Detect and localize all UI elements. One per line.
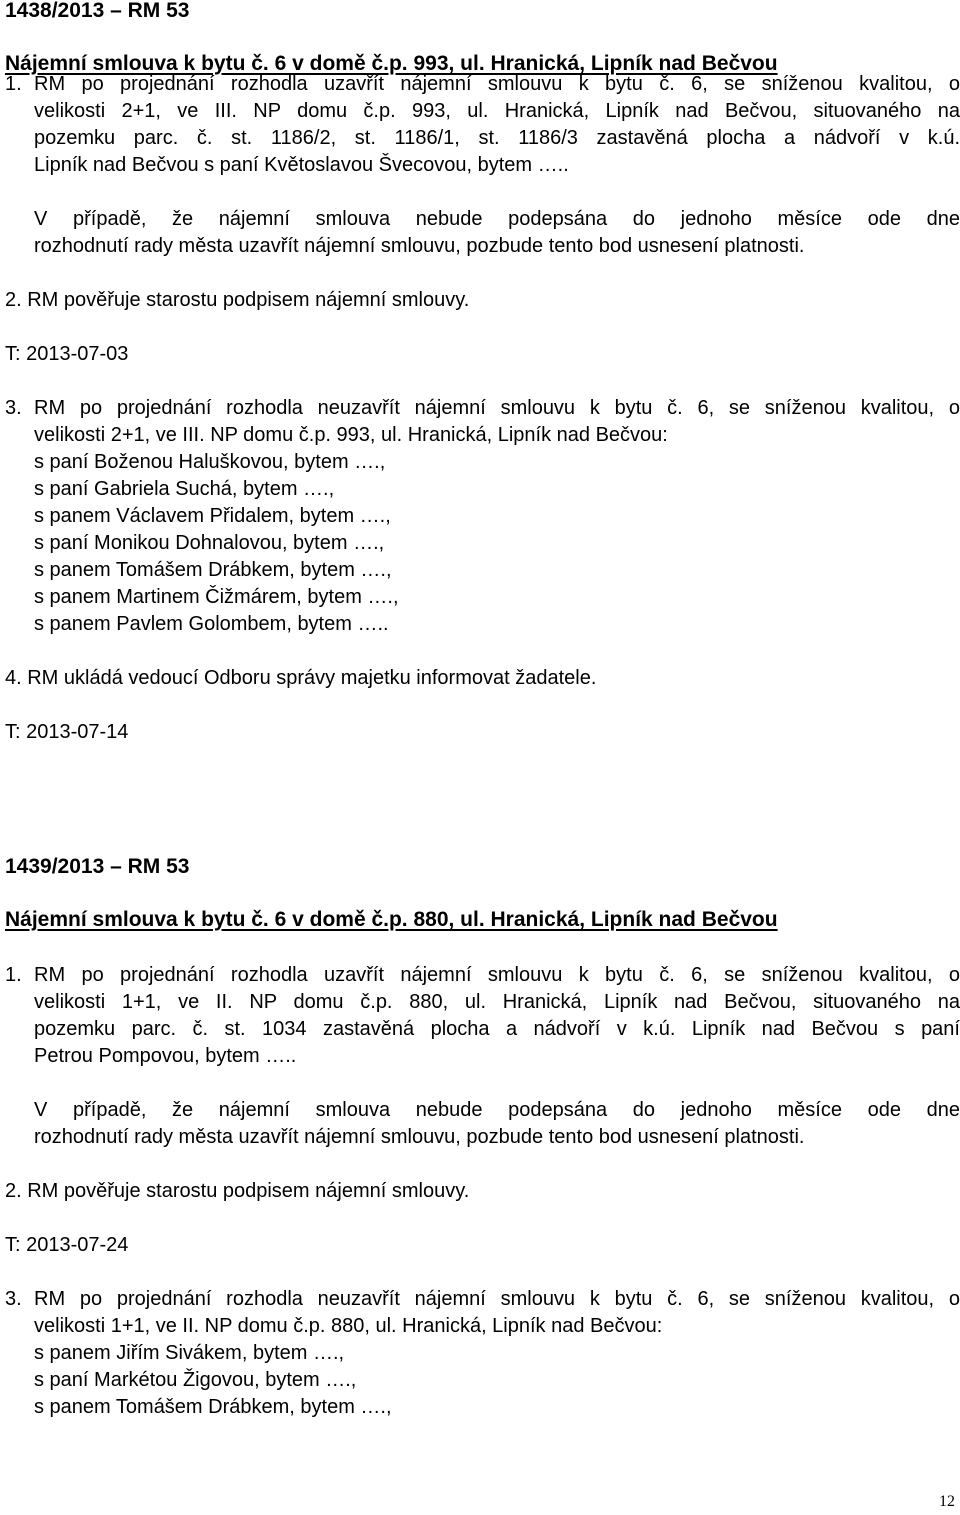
applicant: s paní Monikou Dohnalovou, bytem …., (34, 532, 385, 554)
item-3-line-1: RM po projednání rozhodla neuzavřít nájemní smlouvu k bytu č. 6, se sníženou kvalitou, o (34, 397, 960, 419)
deadline-1: T: 2013-07-24 (5, 1234, 129, 1256)
resolution-1439-subtitle: Nájemní smlouva k bytu č. 6 v domě č.p. 880, ul. Hranická, Lipník nad Bečvou (5, 908, 778, 931)
item-1-line-1: RM po projednání rozhodla uzavřít nájemní smlouvu k bytu č. 6, se sníženou kvalitou, o (34, 73, 960, 95)
applicant: s panem Tomášem Drábkem, bytem …., (34, 559, 392, 581)
item-3-line-2: velikosti 2+1, ve III. NP domu č.p. 993, ul. Hranická, Lipník nad Bečvou: (34, 424, 668, 446)
resolution-1439-heading: 1439/2013 – RM 53 (5, 855, 190, 878)
deadline-1: T: 2013-07-03 (5, 343, 129, 365)
applicant: s panem Jiřím Sivákem, bytem …., (34, 1342, 345, 1364)
condition-line-2: rozhodnutí rady města uzavřít nájemní smlouvu, pozbude tento bod usnesení platnosti. (34, 235, 805, 257)
item-1-line-3: pozemku parc. č. st. 1186/2, st. 1186/1, st. 1186/3 zastavěná plocha a nádvoří v k.ú. (34, 127, 960, 149)
item-1-line-3: pozemku parc. č. st. 1034 zastavěná plocha a nádvoří v k.ú. Lipník nad Bečvou s paní (34, 1018, 960, 1040)
applicant: s paní Markétou Žigovou, bytem …., (34, 1369, 357, 1391)
item-3-line-1: RM po projednání rozhodla neuzavřít nájemní smlouvu k bytu č. 6, se sníženou kvalitou, o (34, 1288, 960, 1310)
item-3-line-2: velikosti 1+1, ve II. NP domu č.p. 880, ul. Hranická, Lipník nad Bečvou: (34, 1315, 663, 1337)
applicant: s paní Boženou Haluškovou, bytem …., (34, 451, 386, 473)
item-1-line-4: Lipník nad Bečvou s paní Květoslavou Švecovou, bytem ….. (34, 154, 569, 176)
condition-line-1: V případě, že nájemní smlouva nebude podepsána do jednoho měsíce ode dne (34, 208, 960, 230)
item-4: 4. RM ukládá vedoucí Odboru správy majetku informovat žadatele. (5, 667, 597, 689)
item-1-number: 1. (5, 73, 22, 95)
item-2: 2. RM pověřuje starostu podpisem nájemní smlouvy. (5, 289, 470, 311)
item-1-number: 1. (5, 964, 22, 986)
applicant: s panem Martinem Čižmárem, bytem …., (34, 586, 399, 608)
deadline-2: T: 2013-07-14 (5, 721, 129, 743)
item-3-number: 3. (5, 397, 22, 419)
item-3-number: 3. (5, 1288, 22, 1310)
item-2: 2. RM pověřuje starostu podpisem nájemní smlouvy. (5, 1180, 470, 1202)
condition-line-1: V případě, že nájemní smlouva nebude podepsána do jednoho měsíce ode dne (34, 1099, 960, 1121)
item-1-line-1: RM po projednání rozhodla uzavřít nájemní smlouvu k bytu č. 6, se sníženou kvalitou, o (34, 964, 960, 986)
item-1-line-2: velikosti 1+1, ve II. NP domu č.p. 880, ul. Hranická, Lipník nad Bečvou, situovaného na (34, 991, 960, 1013)
applicant: s panem Tomášem Drábkem, bytem …., (34, 1396, 392, 1418)
page-number: 12 (939, 1493, 955, 1510)
resolution-1438-heading: 1438/2013 – RM 53 (5, 0, 190, 22)
item-1-line-4: Petrou Pompovou, bytem ….. (34, 1045, 297, 1067)
applicant: s paní Gabriela Suchá, bytem …., (34, 478, 335, 500)
resolution-1438-subtitle: Nájemní smlouva k bytu č. 6 v domě č.p. 993, ul. Hranická, Lipník nad Bečvou (5, 52, 778, 75)
applicant: s panem Václavem Přidalem, bytem …., (34, 505, 391, 527)
applicant: s panem Pavlem Golombem, bytem ….. (34, 613, 389, 635)
item-1-line-2: velikosti 2+1, ve III. NP domu č.p. 993, ul. Hranická, Lipník nad Bečvou, situovaného na (34, 100, 960, 122)
condition-line-2: rozhodnutí rady města uzavřít nájemní smlouvu, pozbude tento bod usnesení platnosti. (34, 1126, 805, 1148)
